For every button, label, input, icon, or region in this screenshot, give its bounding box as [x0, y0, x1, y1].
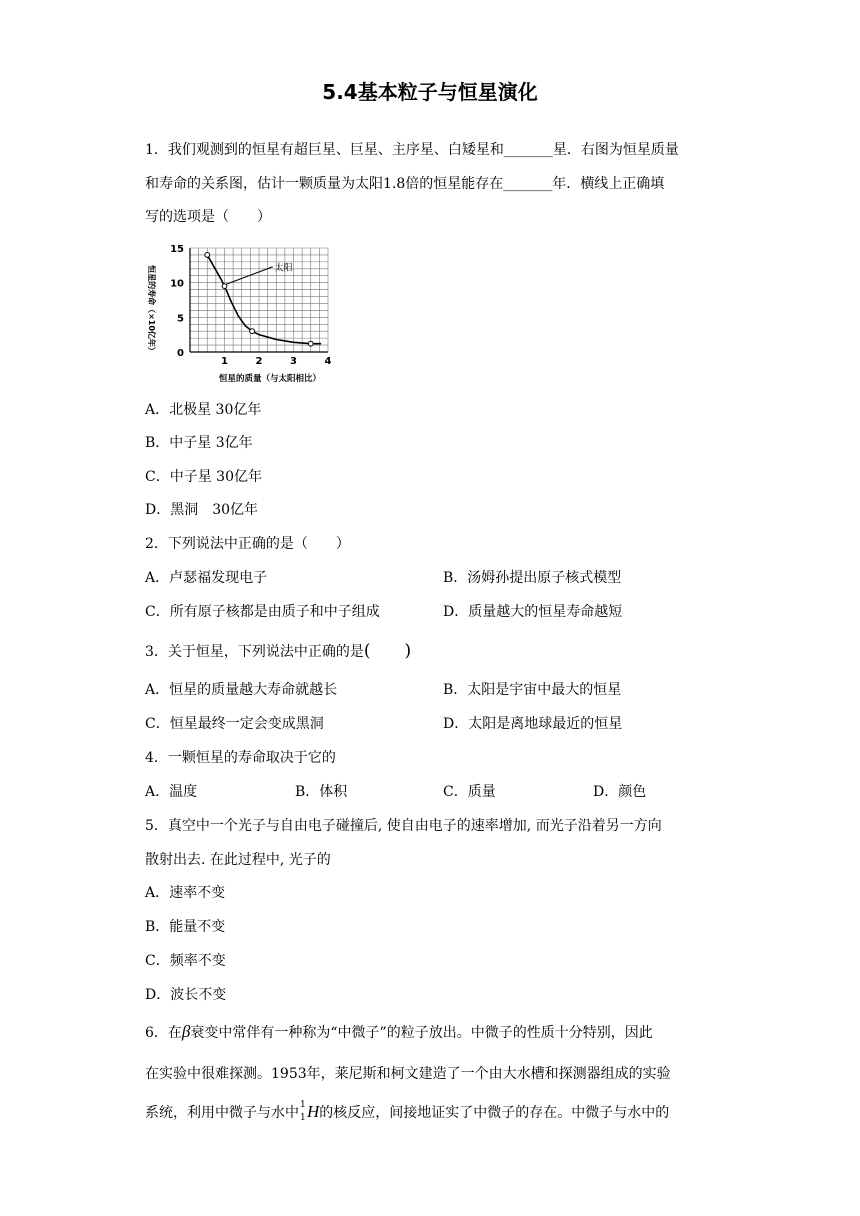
q6-line-3-text: 的核反应，间接地证实了中微子的存在。中微子与水中的 [319, 1105, 670, 1121]
q6-line-1-text: 衰变中常伴有一种称为“中微子”的粒子放出。中微子的性质十分特别，因此 [190, 1025, 653, 1041]
mass-lifetime-chart [140, 240, 340, 390]
q3-stem: 3．关于恒星，下列说法中正确的是 [145, 644, 364, 660]
q6-prefix: 6．在 [145, 1025, 182, 1041]
q2-option-b: B．汤姆孙提出原子核式模型 [443, 570, 622, 586]
q3-stem-row [145, 641, 411, 662]
sun-pointer-line [227, 267, 273, 284]
q3-option-c: C．恒星最终一定会变成黑洞 [145, 716, 324, 732]
y-tick-label: 10 [170, 278, 184, 290]
beta-symbol: β [181, 1022, 191, 1041]
isotope-atomic-number: 1 [300, 1113, 306, 1123]
chart-y-label: 恒星的寿命（×10亿年） [147, 265, 156, 355]
y-tick-label: 0 [177, 348, 184, 359]
q1-option-c: C．中子星 30亿年 [145, 469, 262, 485]
q1-option-d: D．黑洞 30亿年 [145, 502, 259, 518]
q6-line-3 [145, 1102, 669, 1123]
data-point [308, 341, 313, 346]
q2-stem: 2．下列说法中正确的是（ ） [145, 536, 350, 552]
q4-stem: 4．一颗恒星的寿命取决于它的 [145, 750, 336, 766]
x-tick-label: 2 [255, 356, 263, 367]
data-point [250, 329, 255, 334]
q2-option-d: D．质量越大的恒星寿命越短 [443, 604, 623, 620]
q5-line-2: 散射出去. 在此过程中, 光子的 [145, 852, 331, 868]
q5-line-1: 5．真空中一个光子与自由电子碰撞后, 使自由电子的速率增加, 而光子沿着另一方向 [145, 818, 662, 834]
q1-option-a: A．北极星 30亿年 [145, 402, 262, 418]
x-tick-label: 1 [221, 356, 228, 367]
chart-grid [190, 248, 328, 352]
chart-series [205, 253, 321, 347]
isotope-mass-number: 1 [300, 1100, 306, 1110]
q4-option-c: C．质量 [443, 784, 496, 800]
sun-annotation: 太阳 [274, 263, 293, 274]
q6-line-3-prefix: 系统，利用中微子与水中 [145, 1105, 299, 1121]
q5-option-a: A．速率不变 [145, 885, 226, 901]
q2-option-c: C．所有原子核都是由质子和中子组成 [145, 604, 380, 620]
q3-option-a: A．恒星的质量越大寿命就越长 [145, 682, 338, 698]
q4-option-b: B．体积 [295, 784, 348, 800]
q6-line-1 [145, 1022, 653, 1043]
q2-option-a: A．卢瑟福发现电子 [145, 570, 268, 586]
data-point [205, 253, 210, 258]
q3-option-d: D．太阳是离地球最近的恒星 [443, 716, 623, 732]
q1-line-1: 1．我们观测到的恒星有超巨星、巨星、主序星、白矮星和_______星．右图为恒星质量 [145, 142, 679, 158]
chart-ticks [170, 244, 331, 367]
x-tick-label: 4 [324, 356, 332, 367]
q1-line-2: 和寿命的关系图，估计一颗质量为太阳1.8倍的恒星能存在_______年．横线上正确填 [145, 176, 665, 192]
chart-x-label: 恒星的质量（与太阳相比） [218, 374, 322, 384]
x-tick-label: 3 [290, 356, 297, 367]
q3-answer-paren: ( ) [363, 641, 412, 661]
data-point [222, 284, 227, 289]
q1-option-b: B．中子星 3亿年 [145, 435, 253, 451]
q5-option-b: B．能量不变 [145, 919, 226, 935]
hydrogen-symbol: H [307, 1102, 320, 1121]
page-title: 5.4基本粒子与恒星演化 [322, 80, 538, 104]
q4-option-a: A．温度 [145, 784, 198, 800]
q6-line-2: 在实验中很难探测。1953年，莱尼斯和柯文建造了一个由大水槽和探测器组成的实验 [145, 1066, 671, 1082]
y-tick-label: 5 [177, 313, 184, 325]
y-tick-label: 15 [170, 244, 184, 255]
q5-option-c: C．频率不变 [145, 953, 226, 969]
q1-line-3: 写的选项是（ ） [145, 209, 271, 225]
q3-option-b: B．太阳是宇宙中最大的恒星 [443, 682, 622, 698]
q5-option-d: D．波长不变 [145, 987, 227, 1003]
q4-option-d: D．颜色 [593, 784, 647, 800]
